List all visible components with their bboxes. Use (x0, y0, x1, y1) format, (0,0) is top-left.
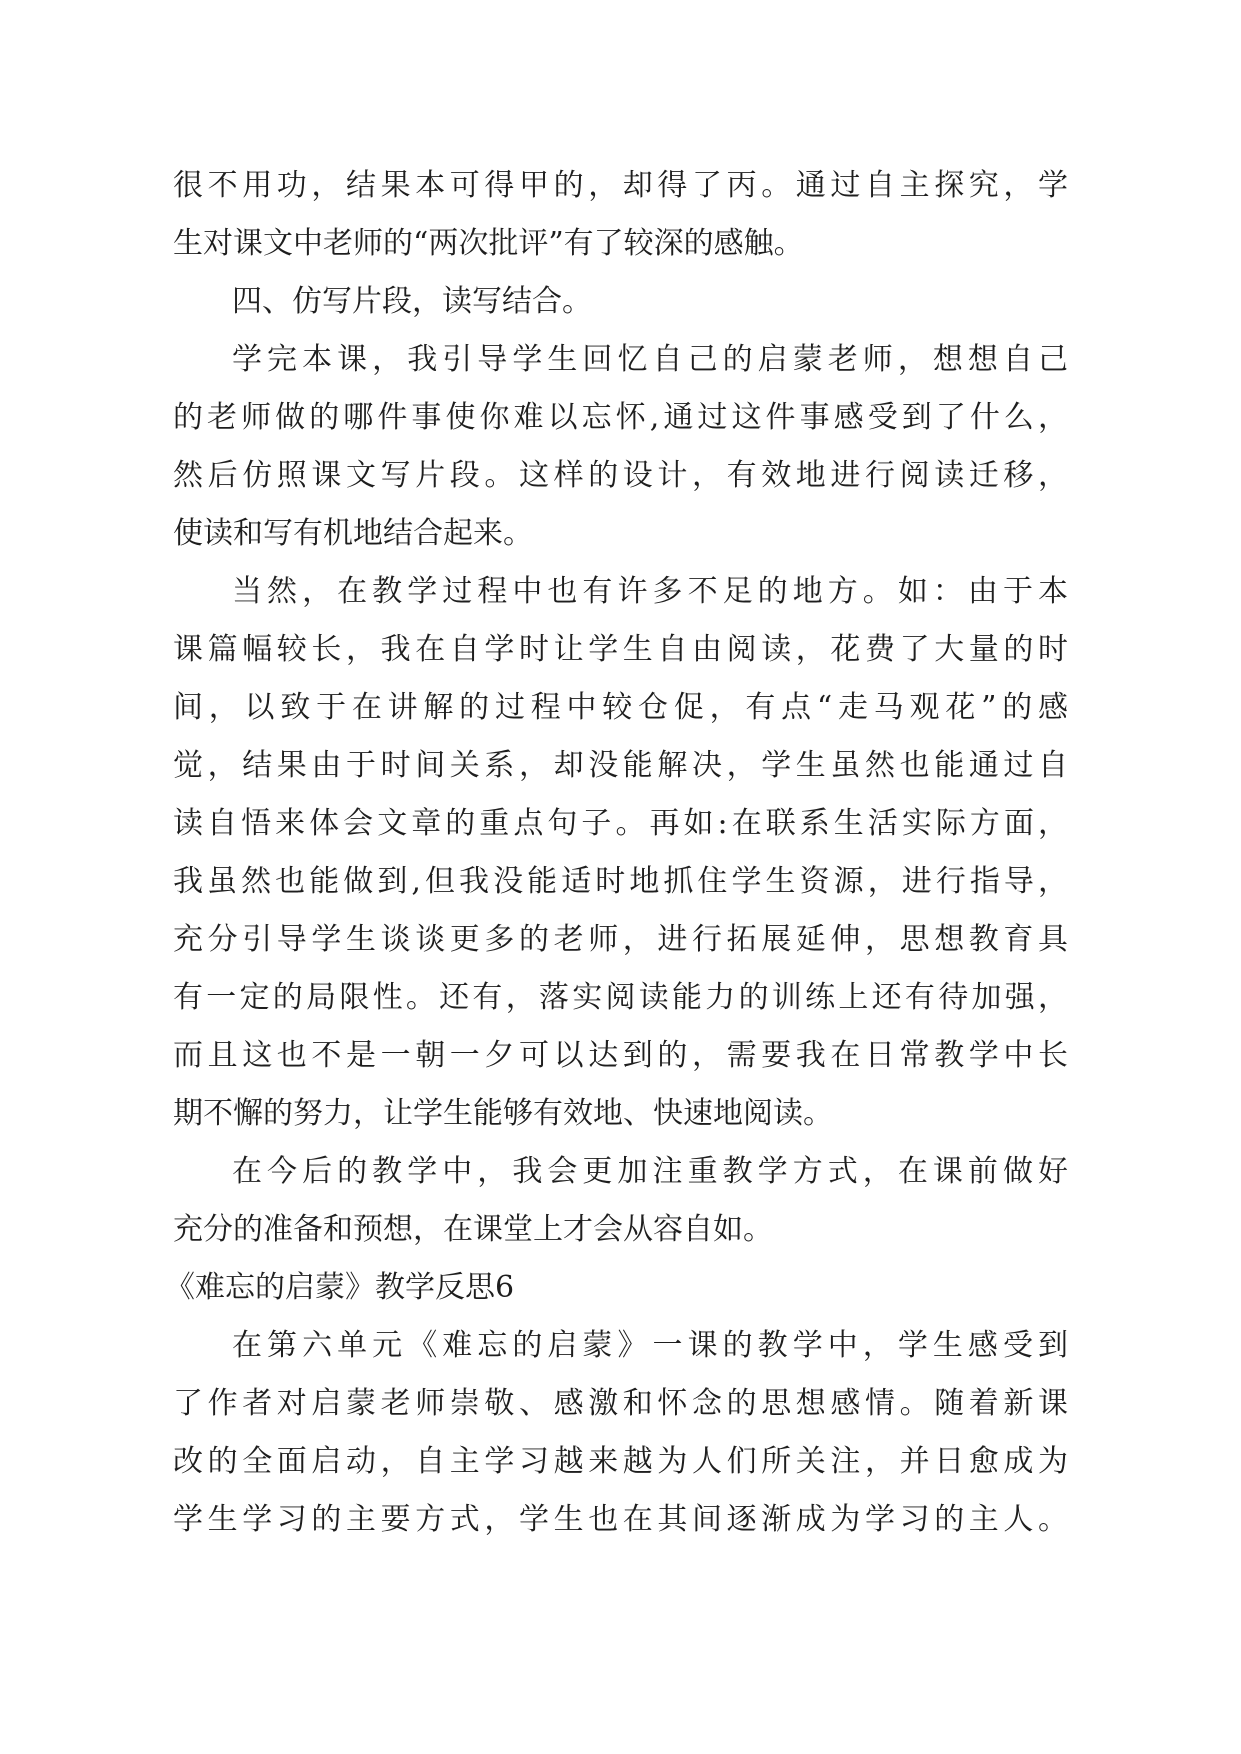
text-line: 期不懈的努力，让学生能够有效地、快速地阅读。 (173, 1096, 833, 1131)
text-line: 了作者对启蒙老师崇敬、感激和怀念的思想感情。随着新课 (173, 1386, 1068, 1421)
text-line: 充分的准备和预想，在课堂上才会从容自如。 (173, 1212, 773, 1247)
text-line: 使读和写有机地结合起来。 (173, 516, 533, 551)
text-line: 读自悟来体会文章的重点句子。再如:在联系生活实际方面， (173, 806, 1068, 841)
text-line: 学生学习的主要方式，学生也在其间逐渐成为学习的主人。 (173, 1502, 1068, 1537)
text-line: 学完本课，我引导学生回忆自己的启蒙老师，想想自己 (232, 342, 1068, 377)
text-line: 我虽然也能做到,但我没能适时地抓住学生资源，进行指导， (173, 864, 1068, 899)
section-heading: 四、仿写片段，读写结合。 (232, 284, 592, 319)
text-line: 有一定的局限性。还有，落实阅读能力的训练上还有待加强， (173, 980, 1068, 1015)
text-line: 间，以致于在讲解的过程中较仓促，有点“走马观花”的感 (173, 690, 1068, 725)
text-line: 充分引导学生谈谈更多的老师，进行拓展延伸，思想教育具 (173, 922, 1068, 957)
text-line: 当然，在教学过程中也有许多不足的地方。如：由于本 (232, 574, 1068, 609)
text-line: 的老师做的哪件事使你难以忘怀,通过这件事感受到了什么， (173, 400, 1068, 435)
text-line: 改的全面启动，自主学习越来越为人们所关注，并日愈成为 (173, 1444, 1068, 1479)
text-line: 生对课文中老师的“两次批评”有了较深的感触。 (173, 226, 804, 261)
text-line: 课篇幅较长，我在自学时让学生自由阅读，花费了大量的时 (173, 632, 1068, 667)
text-line: 然后仿照课文写片段。这样的设计，有效地进行阅读迁移， (173, 458, 1068, 493)
text-line: 而且这也不是一朝一夕可以达到的，需要我在日常教学中长 (173, 1038, 1068, 1073)
text-line: 很不用功，结果本可得甲的，却得了丙。通过自主探究，学 (173, 168, 1068, 203)
article-title: 《难忘的启蒙》教学反思6 (165, 1270, 515, 1305)
body-text (165, 157, 1068, 1549)
text-line: 在第六单元《难忘的启蒙》一课的教学中，学生感受到 (232, 1328, 1068, 1363)
text-line: 觉，结果由于时间关系，却没能解决，学生虽然也能通过自 (173, 748, 1068, 783)
text-line: 在今后的教学中，我会更加注重教学方式，在课前做好 (232, 1154, 1068, 1189)
